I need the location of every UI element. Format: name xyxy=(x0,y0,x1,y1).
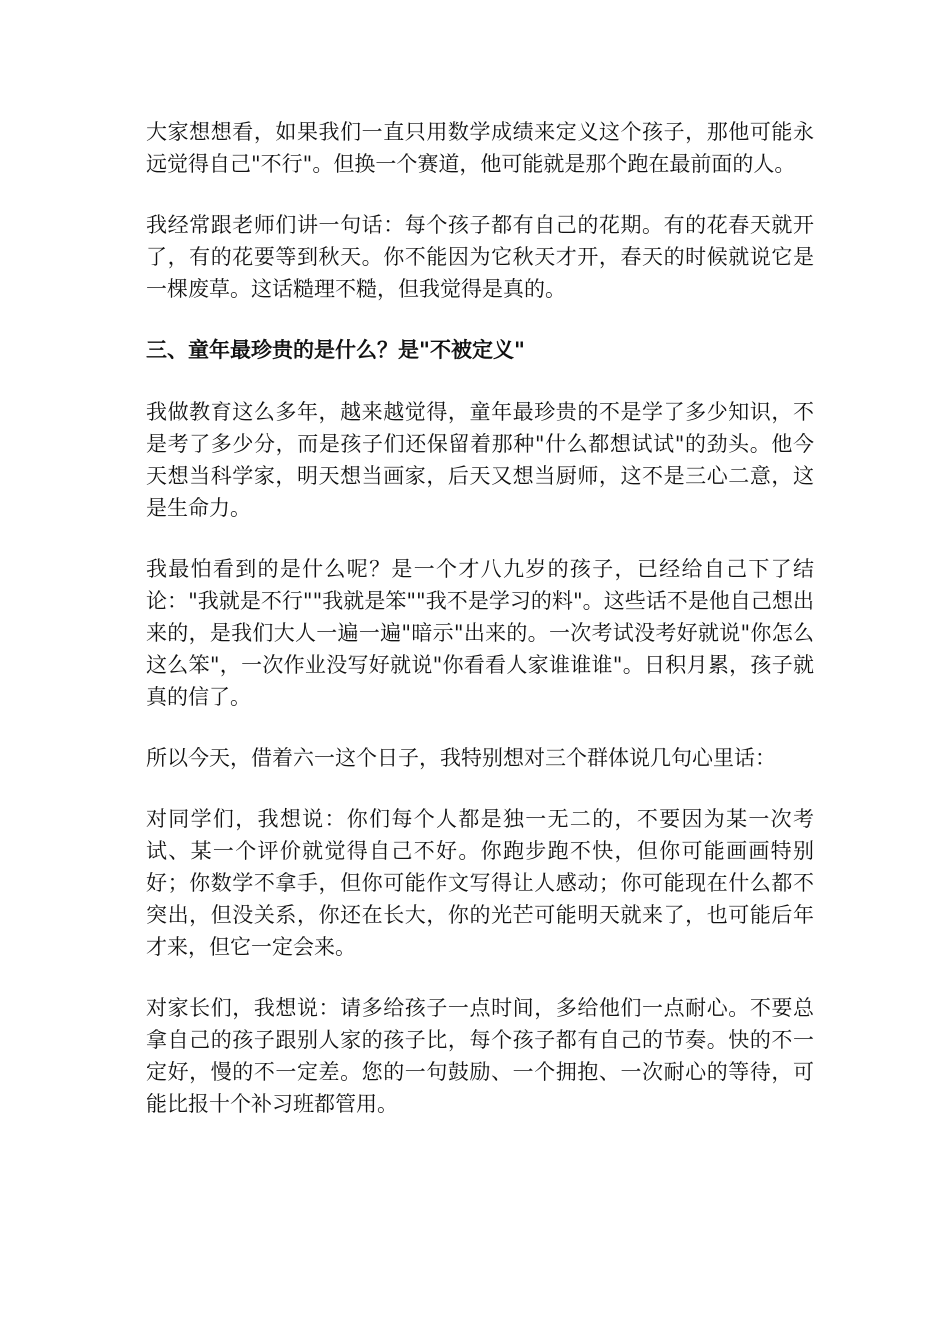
section-heading-three: 三、童年最珍贵的是什么？是"不被定义" xyxy=(146,338,525,362)
document-body xyxy=(146,116,814,1149)
paragraph-to-students: 对同学们，我想说：你们每个人都是独一无二的，不要因为某一次考试、某一个评价就觉得自己不好。你跑步跑不快，但你可能画画特别好；你数学不拿手，但你可能作文写得让人感动；你可能现在什么都不突出，但没关系，你还在长大，你的光芒可能明天就来了，也可能后年才来，但它一定会来。 xyxy=(146,807,814,959)
paragraph-flowering-season: 我经常跟老师们讲一句话：每个孩子都有自己的花期。有的花春天就开了，有的花要等到秋天。你不能因为它秋天才开，春天的时候就说它是一棵废草。这话糙理不糙，但我觉得是真的。 xyxy=(146,213,814,301)
paragraph-to-parents: 对家长们，我想说：请多给孩子一点时间，多给他们一点耐心。不要总拿自己的孩子跟别人家的孩子比，每个孩子都有自己的节奏。快的不一定好，慢的不一定差。您的一句鼓励、一个拥抱、一次耐心的等待，可能比报十个补习班都管用。 xyxy=(146,996,814,1116)
paragraph-childrens-day: 所以今天，借着六一这个日子，我特别想对三个群体说几句心里话： xyxy=(146,746,776,770)
paragraph-redefine-track: 大家想想看，如果我们一直只用数学成绩来定义这个孩子，那他可能永远觉得自己"不行"。但换一个赛道，他可能就是那个跑在最前面的人。 xyxy=(146,120,814,176)
paragraph-childhood-precious: 我做教育这么多年，越来越觉得，童年最珍贵的不是学了多少知识，不是考了多少分，而是孩子们还保留着那种"什么都想试试"的劲头。他今天想当科学家，明天想当画家，后天又想当厨师，这不是三心二意，这是生命力。 xyxy=(146,400,814,520)
paragraph-self-conclusion: 我最怕看到的是什么呢？是一个才八九岁的孩子，已经给自己下了结论："我就是不行""我就是笨""我不是学习的料"。这些话不是他自己想出来的，是我们大人一遍一遍"暗示"出来的。一次考试没考好就说"你怎么这么笨"，一次作业没写好就说"你看看人家谁谁谁"。日积月累，孩子就真的信了。 xyxy=(146,557,814,709)
